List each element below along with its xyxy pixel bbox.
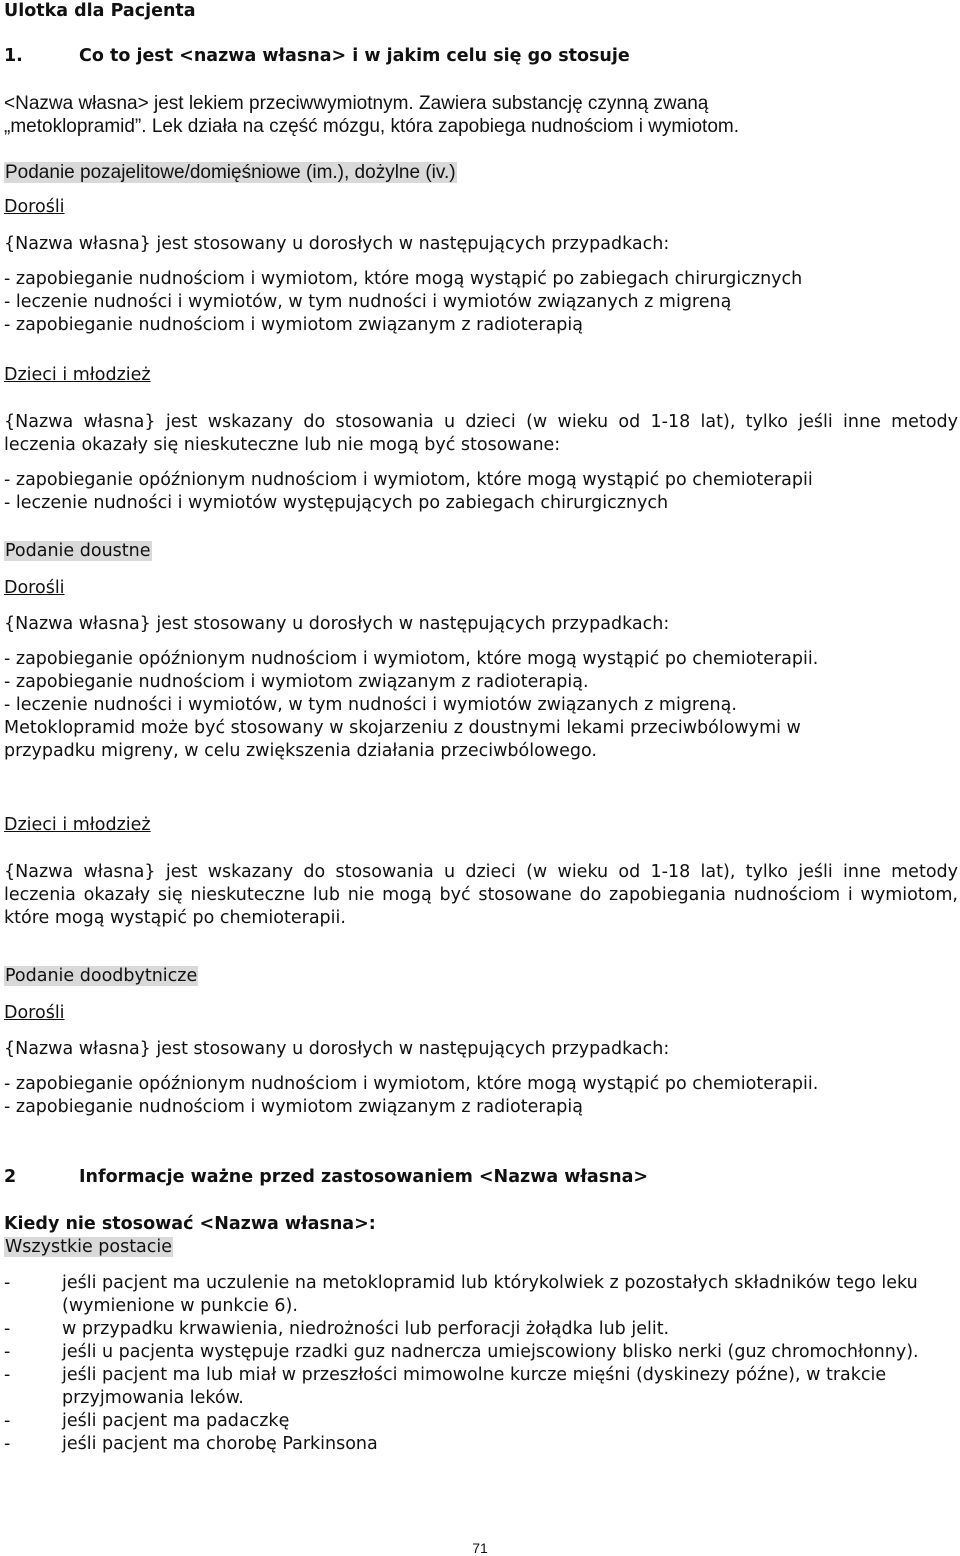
adults-3-lead: {Nazwa własna} jest stosowany u dorosłych w następujących przypadkach: [4, 1039, 670, 1059]
list-item: - leczenie nudności i wymiotów występujących po zabiegach chirurgicznych [4, 493, 669, 513]
list-item: - leczenie nudności i wymiotów, w tym nudności i wymiotów związanych z migreną. [4, 695, 737, 715]
section-2-title: Informacje ważne przed zastosowaniem <Nazwa własna> [79, 1167, 649, 1187]
children-2-text: {Nazwa własna} jest wskazany do stosowania u dzieci (w wieku od 1-18 lat), tylko jeśli inne metody leczenia okazały się nieskuteczne lub nie mogą być stosowane do zapobiegania nudnościom i wymiotom, które mogą wystąpić po chemioterapii. [4, 862, 958, 928]
list-item: - zapobieganie opóźnionym nudnościom i wymiotom, które mogą wystąpić po chemioterapii [4, 470, 813, 490]
forms-label: Wszystkie postacie [5, 1237, 173, 1257]
adults-2-lead: {Nazwa własna} jest stosowany u dorosłych w następujących przypadkach: [4, 614, 670, 634]
list-item: - jeśli pacjent ma uczulenie na metoklopramid lub którykolwiek z pozostałych składników tego leku (wymienione w punkcie 6). [4, 1273, 918, 1316]
list-item: - jeśli pacjent ma padaczkę [4, 1411, 290, 1431]
adults-3-list [4, 1073, 960, 1119]
document-title: Ulotka dla Pacjenta [4, 1, 196, 21]
children-2-label: Dzieci i młodzież [4, 815, 151, 835]
list-item: - leczenie nudności i wymiotów, w tym nudności i wymiotów związanych z migreną [4, 292, 732, 312]
route-parenteral [4, 161, 960, 184]
list-item: - zapobieganie nudnościom i wymiotom związanym z radioterapią. [4, 672, 589, 692]
list-item: - zapobieganie nudnościom i wymiotom związanym z radioterapią [4, 1097, 583, 1117]
adults-2-note-line-1: Metoklopramid może być stosowany w skojarzeniu z doustnymi lekami przeciwbólowymi w [4, 718, 801, 738]
list-item: - jeśli pacjent ma chorobę Parkinsona [4, 1434, 378, 1454]
adults-2-list [4, 648, 960, 763]
adults-3-label: Dorośli [4, 1003, 65, 1023]
route-oral: Podanie doustne [5, 541, 151, 561]
intro-paragraph [4, 92, 960, 138]
list-item: - w przypadku krwawienia, niedrożności lub perforacji żołądka lub jelit. [4, 1319, 670, 1339]
adults-1-lead: {Nazwa własna} jest stosowany u dorosłych w następujących przypadkach: [4, 234, 670, 254]
section-2-heading [4, 1166, 960, 1189]
list-item: - zapobieganie nudnościom i wymiotom związanym z radioterapią [4, 315, 583, 335]
adults-1-label: Dorośli [4, 197, 65, 217]
list-item: - jeśli u pacjenta występuje rzadki guz nadnercza umiejscowiony blisko nerki (guz chromochłonny). [4, 1342, 919, 1362]
children-1-label: Dzieci i młodzież [4, 365, 151, 385]
list-item: - zapobieganie opóźnionym nudnościom i wymiotom, które mogą wystąpić po chemioterapii. [4, 649, 819, 669]
intro-line-2: „metoklopramid”. Lek działa na część mózgu, która zapobiega nudnościom i wymiotom. [4, 116, 739, 137]
route-parenteral-label: Podanie pozajelitowe/domięśniowe (im.), dożylne (iv.) [5, 162, 456, 183]
section-1-heading [4, 45, 960, 68]
adults-2-note-line-2: przypadku migreny, w celu zwiększenia działania przeciwbólowego. [4, 741, 597, 761]
section-1-title: Co to jest <nazwa własna> i w jakim celu się go stosuje [79, 46, 630, 66]
adults-1-list [4, 268, 960, 337]
page-number: 71 [472, 1540, 488, 1556]
children-1-list [4, 469, 960, 515]
list-item: - jeśli pacjent ma lub miał w przeszłości mimowolne kurcze mięśni (dyskinezy późne), w trakcie przyjmowania leków. [4, 1365, 887, 1408]
section-1-number: 1. [4, 46, 23, 66]
section-2-number: 2 [4, 1167, 17, 1187]
intro-line-1: <Nazwa własna> jest lekiem przeciwwymiotnym. Zawiera substancję czynną zwaną [4, 93, 709, 114]
children-1-lead: {Nazwa własna} jest wskazany do stosowania u dzieci (w wieku od 1-18 lat), tylko jeśli inne metody leczenia okazały się nieskuteczne lub nie mogą być stosowane: [4, 412, 958, 455]
contraindications-heading: Kiedy nie stosować <Nazwa własna>: [4, 1214, 376, 1234]
list-item: - zapobieganie opóźnionym nudnościom i wymiotom, które mogą wystąpić po chemioterapii. [4, 1074, 819, 1094]
adults-2-label: Dorośli [4, 578, 65, 598]
route-rectal: Podanie doodbytnicze [5, 966, 198, 986]
contraindications-list [4, 1272, 960, 1456]
list-item: - zapobieganie nudnościom i wymiotom, które mogą wystąpić po zabiegach chirurgicznych [4, 269, 803, 289]
